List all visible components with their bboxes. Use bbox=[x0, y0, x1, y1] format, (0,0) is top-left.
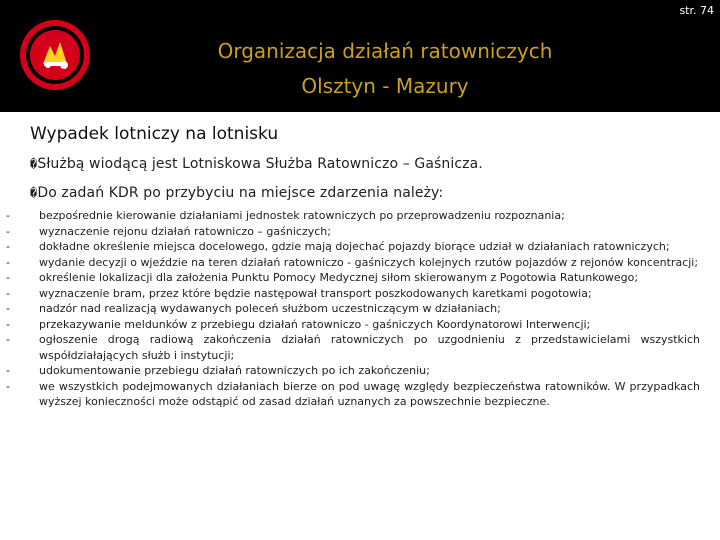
header-bar bbox=[0, 0, 720, 112]
dash-marker: - bbox=[6, 317, 10, 331]
list-item bbox=[6, 363, 700, 379]
list-item-text: określenie lokalizacji dla założenia Punktu Pomocy Medycznej siłom skierowanym z Pogotowia Ratunkowego; bbox=[39, 271, 639, 284]
dash-marker: - bbox=[6, 302, 10, 315]
title-line-1: Organizacja działań ratowniczych bbox=[217, 39, 553, 63]
page-number: str. 74 bbox=[679, 4, 714, 17]
list-item-text: nadzór nad realizacją wydawanych poleceń służbom uczestniczącym w działaniach; bbox=[39, 302, 501, 315]
list-item bbox=[6, 317, 700, 333]
slide-subtitle: Wypadek lotniczy na lotnisku bbox=[30, 124, 279, 144]
list-item-text: dokładne określenie miejsca docelowego, gdzie mają dojechać pojazdy biorące udział w działaniach ratowniczych; bbox=[39, 240, 670, 253]
list-item-text: wyznaczenie bram, przez które będzie następował transport poszkodowanych karetkami pogotowia; bbox=[39, 286, 592, 300]
dash-marker: - bbox=[6, 333, 10, 346]
dash-marker: - bbox=[6, 379, 10, 393]
list-item bbox=[6, 208, 700, 224]
list-item-text: wyznaczenie rejonu działań ratowniczo – gaśniczych; bbox=[39, 224, 331, 238]
list-item bbox=[6, 301, 700, 317]
fire-brigade-logo bbox=[18, 18, 92, 92]
dash-marker: - bbox=[6, 224, 10, 238]
lead-text-1: Służbą wiodącą jest Lotniskowa Służba Ratowniczo – Gaśnicza. bbox=[37, 156, 483, 172]
dash-marker: - bbox=[6, 271, 10, 284]
list-item-text: udokumentowanie przebiegu działań ratowniczych po ich zakończeniu; bbox=[39, 364, 430, 377]
dash-marker: - bbox=[6, 240, 10, 253]
list-item-text: we wszystkich podejmowanych działaniach bierze on pod uwagę względy bezpieczeństwa ratowników. W przypadkach wyższej konieczności może odstąpić od zasad działań uznanych za powszechnie bezpieczne. bbox=[39, 379, 700, 408]
list-item bbox=[6, 332, 700, 363]
dash-marker: - bbox=[6, 286, 10, 300]
list-item-text: bezpośrednie kierowanie działaniami jednostek ratowniczych po przeprowadzeniu rozpoznania; bbox=[39, 209, 565, 222]
bullet-box-icon: � bbox=[30, 186, 38, 200]
task-list bbox=[6, 208, 700, 410]
list-item bbox=[6, 239, 700, 255]
list-item bbox=[6, 270, 700, 286]
list-item-text: przekazywanie meldunków z przebiegu działań ratowniczo - gaśniczych Koordynatorowi Interwencji; bbox=[39, 317, 591, 331]
list-item-text: ogłoszenie drogą radiową zakończenia działań ratowniczych po uzgodnieniu z przedstawicielami wszystkich współdziałających służb i instytucji; bbox=[39, 333, 700, 362]
bullet-box-icon: � bbox=[30, 157, 38, 171]
dash-marker: - bbox=[6, 255, 10, 269]
list-item bbox=[6, 255, 700, 271]
title-line-2: Olsztyn - Mazury bbox=[301, 74, 469, 98]
list-item bbox=[6, 379, 700, 410]
list-item bbox=[6, 286, 700, 302]
dash-marker: - bbox=[6, 209, 10, 222]
lead-text-2: Do zadań KDR po przybyciu na miejsce zdarzenia należy: bbox=[37, 185, 444, 201]
lead-paragraph-1 bbox=[30, 156, 483, 172]
lead-paragraph-2 bbox=[30, 185, 443, 201]
list-item-text: wydanie decyzji o wjeździe na teren działań ratowniczo - gaśniczych kolejnych rzutów pojazdów z rejonów koncentracji; bbox=[39, 255, 699, 269]
dash-marker: - bbox=[6, 364, 10, 377]
list-item bbox=[6, 224, 700, 240]
